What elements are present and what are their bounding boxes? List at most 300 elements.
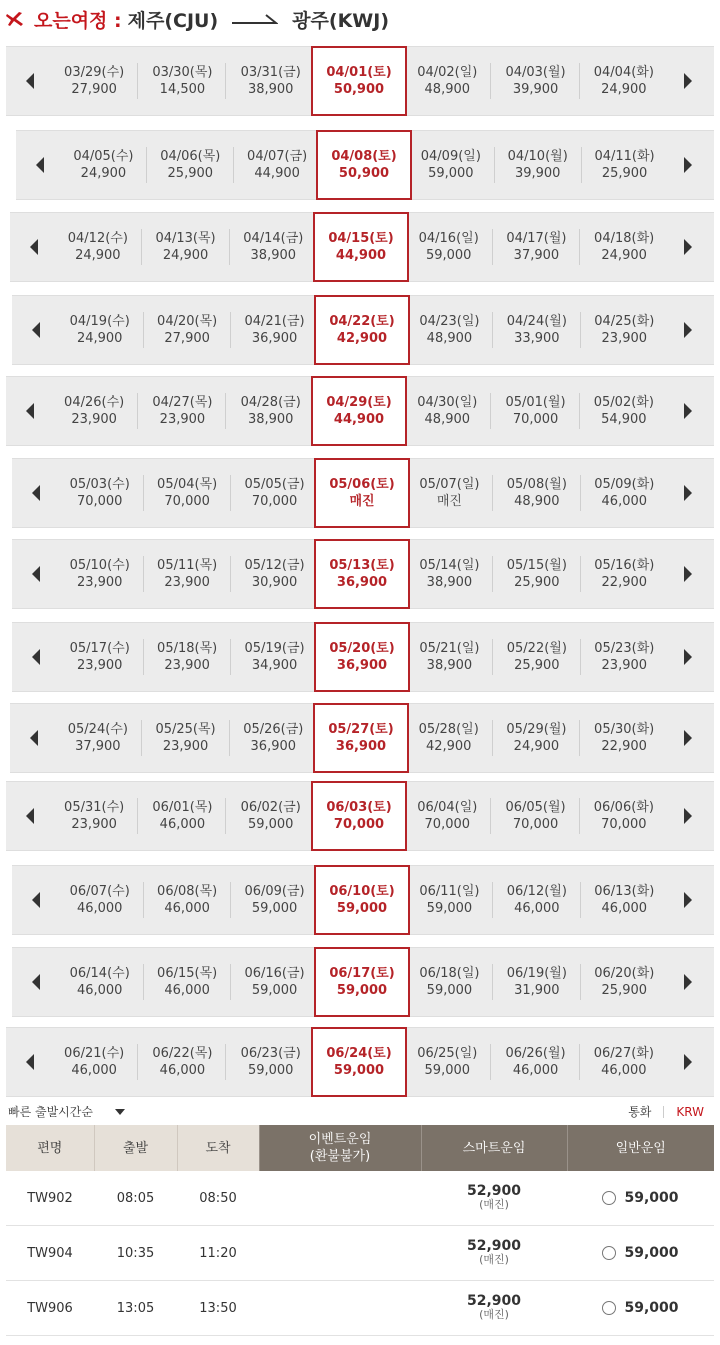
date-price: 39,900 bbox=[512, 82, 559, 97]
date-price: 46,000 bbox=[159, 817, 206, 832]
date-label: 06/19(월) bbox=[506, 966, 567, 981]
selected-date-cell[interactable] bbox=[311, 376, 407, 446]
date-cell[interactable] bbox=[50, 782, 138, 850]
date-price: 46,000 bbox=[76, 983, 123, 998]
date-label: 05/12(금) bbox=[244, 558, 305, 573]
date-cell[interactable] bbox=[56, 948, 144, 1016]
prev-week-arrow-icon[interactable] bbox=[32, 485, 40, 501]
date-cell[interactable] bbox=[229, 213, 317, 281]
date-cell[interactable] bbox=[493, 459, 581, 527]
date-cell[interactable] bbox=[405, 866, 493, 934]
date-label: 05/03(수) bbox=[69, 477, 130, 492]
date-price: 70,000 bbox=[251, 494, 298, 509]
route-arrow-icon bbox=[232, 9, 278, 29]
date-label: 06/22(목) bbox=[152, 1046, 213, 1061]
divider bbox=[663, 1106, 664, 1118]
selected-date-cell[interactable] bbox=[314, 458, 410, 528]
date-cell[interactable] bbox=[138, 782, 226, 850]
date-label: 05/28(일) bbox=[418, 722, 479, 737]
smart-price: 52,900 bbox=[466, 1293, 522, 1309]
next-week-arrow-icon[interactable] bbox=[684, 403, 692, 419]
prev-week-arrow-icon[interactable] bbox=[26, 403, 34, 419]
date-cell[interactable] bbox=[580, 704, 668, 772]
date-price: 59,000 bbox=[428, 166, 474, 181]
selected-date-cell[interactable] bbox=[314, 622, 410, 692]
selected-date-cell[interactable] bbox=[313, 212, 409, 282]
prev-week-arrow-icon[interactable] bbox=[30, 730, 38, 746]
date-label: 06/26(월) bbox=[505, 1046, 566, 1061]
prev-week-arrow-icon[interactable] bbox=[32, 322, 40, 338]
date-cell[interactable] bbox=[143, 540, 231, 608]
date-price: 23,900 bbox=[159, 412, 206, 427]
date-cell[interactable] bbox=[231, 948, 319, 1016]
date-label: 04/27(목) bbox=[152, 395, 213, 410]
date-label: 04/24(월) bbox=[506, 314, 567, 329]
date-cell[interactable] bbox=[231, 459, 319, 527]
next-week-arrow-icon[interactable] bbox=[684, 566, 692, 582]
date-cell[interactable] bbox=[227, 782, 315, 850]
selected-date-cell[interactable] bbox=[311, 46, 407, 116]
fare-radio[interactable] bbox=[602, 1246, 616, 1260]
date-cell[interactable] bbox=[580, 377, 668, 445]
date-cell[interactable] bbox=[580, 866, 668, 934]
date-cell[interactable] bbox=[233, 131, 321, 199]
date-price: 59,000 bbox=[425, 248, 472, 263]
table-row bbox=[6, 1171, 714, 1226]
date-label: 04/15(토) bbox=[328, 231, 394, 246]
date-cell[interactable] bbox=[142, 704, 230, 772]
date-label: 05/16(화) bbox=[594, 558, 655, 573]
date-cell[interactable] bbox=[50, 1028, 138, 1096]
date-cell[interactable] bbox=[229, 704, 317, 772]
date-price: 25,900 bbox=[514, 575, 560, 590]
table-row bbox=[6, 1281, 714, 1336]
date-label: 06/20(화) bbox=[594, 966, 655, 981]
date-label: 04/04(화) bbox=[593, 65, 654, 80]
smart-soldout: (매진) bbox=[479, 1198, 509, 1211]
date-price: 38,900 bbox=[247, 82, 294, 97]
date-label: 05/19(금) bbox=[244, 641, 305, 656]
currency-selector bbox=[628, 1103, 704, 1120]
chevron-down-icon bbox=[115, 1109, 125, 1115]
date-price: 31,900 bbox=[514, 983, 560, 998]
date-cell[interactable] bbox=[138, 1028, 226, 1096]
date-price: 46,000 bbox=[512, 1063, 559, 1078]
prev-week-arrow-icon[interactable] bbox=[26, 808, 34, 824]
table-header-row bbox=[6, 1125, 714, 1171]
date-label: 06/12(월) bbox=[506, 884, 567, 899]
date-price: 37,900 bbox=[75, 739, 121, 754]
date-label: 05/10(수) bbox=[69, 558, 130, 573]
smart-fare bbox=[421, 1171, 567, 1226]
date-cell[interactable] bbox=[146, 131, 234, 199]
date-label: 06/15(목) bbox=[157, 966, 218, 981]
date-label: 06/04(일) bbox=[417, 800, 478, 815]
date-price: 46,000 bbox=[514, 901, 560, 916]
date-price: 59,000 bbox=[333, 1063, 385, 1078]
date-label: 03/30(목) bbox=[152, 65, 213, 80]
date-cell[interactable] bbox=[405, 704, 493, 772]
date-cell[interactable] bbox=[59, 131, 147, 199]
date-price: 27,900 bbox=[164, 331, 210, 346]
fare-radio[interactable] bbox=[602, 1301, 616, 1315]
date-label: 06/25(일) bbox=[417, 1046, 478, 1061]
date-label: 06/02(금) bbox=[240, 800, 301, 815]
date-label: 04/09(일) bbox=[420, 149, 481, 164]
date-cell[interactable] bbox=[405, 459, 493, 527]
date-label: 06/24(토) bbox=[326, 1046, 392, 1061]
col-smart-fare: 스마트운임 bbox=[421, 1125, 567, 1171]
date-label: 04/07(금) bbox=[247, 149, 308, 164]
date-cell[interactable] bbox=[580, 47, 668, 115]
date-cell[interactable] bbox=[493, 623, 581, 691]
date-price: 23,900 bbox=[76, 575, 123, 590]
prev-week-arrow-icon[interactable] bbox=[26, 1054, 34, 1070]
date-cell[interactable] bbox=[580, 213, 668, 281]
week-row bbox=[10, 703, 714, 773]
date-label: 05/27(토) bbox=[328, 722, 394, 737]
date-price: 48,900 bbox=[426, 331, 473, 346]
date-cell[interactable] bbox=[138, 377, 226, 445]
date-cell[interactable] bbox=[231, 296, 319, 364]
date-cell[interactable] bbox=[231, 623, 319, 691]
date-price: 14,500 bbox=[159, 82, 206, 97]
date-price: 44,900 bbox=[254, 166, 300, 181]
date-price: 59,000 bbox=[336, 901, 388, 916]
date-label: 05/06(토) bbox=[329, 477, 395, 492]
date-label: 06/01(목) bbox=[152, 800, 213, 815]
origin-airport: 제주(CJU) bbox=[127, 9, 219, 32]
date-cell[interactable] bbox=[56, 540, 144, 608]
date-label: 04/02(일) bbox=[417, 65, 478, 80]
date-cell[interactable] bbox=[405, 623, 493, 691]
date-price: 36,900 bbox=[335, 739, 387, 754]
date-label: 05/23(화) bbox=[594, 641, 655, 656]
date-cell[interactable] bbox=[492, 213, 580, 281]
date-price: 59,000 bbox=[426, 983, 473, 998]
arrive-time: 13:50 bbox=[177, 1281, 259, 1336]
date-price: 36,900 bbox=[251, 331, 298, 346]
date-label: 03/31(금) bbox=[240, 65, 301, 80]
col-normal-fare: 일반운임 bbox=[567, 1125, 714, 1171]
date-cell[interactable] bbox=[56, 296, 144, 364]
date-label: 05/07(일) bbox=[419, 477, 480, 492]
date-cell[interactable] bbox=[227, 1028, 315, 1096]
selected-date-cell[interactable] bbox=[314, 539, 410, 609]
prev-week-arrow-icon[interactable] bbox=[32, 892, 40, 908]
depart-time: 10:35 bbox=[94, 1226, 177, 1281]
date-label: 05/18(목) bbox=[157, 641, 218, 656]
date-price: 42,900 bbox=[336, 331, 388, 346]
date-cell[interactable] bbox=[405, 296, 493, 364]
date-price: 24,900 bbox=[513, 739, 560, 754]
date-price: 23,900 bbox=[76, 658, 123, 673]
date-price: 48,900 bbox=[514, 494, 560, 509]
depart-time: 08:05 bbox=[94, 1171, 177, 1226]
date-cell[interactable] bbox=[143, 459, 231, 527]
date-cell[interactable] bbox=[54, 704, 142, 772]
date-price: 46,000 bbox=[601, 901, 648, 916]
date-price: 23,900 bbox=[71, 817, 117, 832]
date-price: 59,000 bbox=[247, 817, 294, 832]
date-cell[interactable] bbox=[403, 377, 491, 445]
date-label: 06/14(수) bbox=[69, 966, 130, 981]
week-row bbox=[6, 376, 714, 446]
prev-week-arrow-icon[interactable] bbox=[32, 566, 40, 582]
smart-fare bbox=[421, 1281, 567, 1336]
date-cell[interactable] bbox=[56, 459, 144, 527]
date-label: 04/11(화) bbox=[594, 149, 655, 164]
date-cell[interactable] bbox=[493, 296, 581, 364]
airplane-icon bbox=[4, 8, 26, 30]
date-price: 70,000 bbox=[424, 817, 471, 832]
week-row bbox=[12, 295, 714, 365]
normal-fare[interactable] bbox=[567, 1226, 714, 1281]
date-cell[interactable] bbox=[407, 131, 495, 199]
table-row bbox=[6, 1226, 714, 1281]
date-price: 23,900 bbox=[601, 658, 648, 673]
normal-price: 59,000 bbox=[624, 1190, 679, 1206]
date-cell[interactable] bbox=[231, 866, 319, 934]
next-week-arrow-icon[interactable] bbox=[684, 322, 692, 338]
date-cell[interactable] bbox=[56, 866, 144, 934]
journey-header bbox=[4, 4, 720, 34]
date-cell[interactable] bbox=[50, 47, 138, 115]
date-label: 06/09(금) bbox=[244, 884, 305, 899]
normal-fare[interactable] bbox=[567, 1281, 714, 1336]
date-label: 04/06(목) bbox=[160, 149, 221, 164]
date-cell[interactable] bbox=[492, 47, 580, 115]
currency-value[interactable]: KRW bbox=[676, 1104, 704, 1119]
date-cell[interactable] bbox=[492, 782, 580, 850]
date-cell[interactable] bbox=[142, 213, 230, 281]
smart-price: 52,900 bbox=[466, 1238, 522, 1254]
date-label: 04/10(월) bbox=[507, 149, 568, 164]
journey-label: 오는여정 : bbox=[34, 9, 122, 32]
next-week-arrow-icon[interactable] bbox=[684, 808, 692, 824]
date-label: 06/27(화) bbox=[593, 1046, 654, 1061]
date-label: 04/29(토) bbox=[326, 395, 392, 410]
fare-radio[interactable] bbox=[602, 1191, 616, 1205]
col-event-fare bbox=[259, 1125, 421, 1171]
date-label: 06/13(화) bbox=[594, 884, 655, 899]
date-label: 04/12(수) bbox=[67, 231, 128, 246]
date-cell[interactable] bbox=[403, 782, 491, 850]
date-cell[interactable] bbox=[231, 540, 319, 608]
date-price: 59,000 bbox=[247, 1063, 294, 1078]
date-price: 50,900 bbox=[338, 166, 390, 181]
date-price: 34,900 bbox=[251, 658, 298, 673]
date-price: 42,900 bbox=[425, 739, 472, 754]
date-cell[interactable] bbox=[405, 948, 493, 1016]
date-price: 24,900 bbox=[601, 82, 647, 97]
selected-date-cell[interactable] bbox=[311, 1027, 407, 1097]
date-price: 39,900 bbox=[514, 166, 561, 181]
date-price: 70,000 bbox=[512, 412, 559, 427]
date-label: 04/25(화) bbox=[594, 314, 655, 329]
date-price: 44,900 bbox=[333, 412, 385, 427]
date-price: 70,000 bbox=[76, 494, 123, 509]
date-price: 30,900 bbox=[251, 575, 298, 590]
date-label: 04/22(토) bbox=[329, 314, 395, 329]
date-cell[interactable] bbox=[580, 782, 668, 850]
date-cell[interactable] bbox=[580, 1028, 668, 1096]
date-label: 04/28(금) bbox=[240, 395, 301, 410]
normal-price: 59,000 bbox=[624, 1300, 679, 1316]
date-price: 59,000 bbox=[424, 1063, 471, 1078]
date-label: 04/23(일) bbox=[419, 314, 480, 329]
next-week-arrow-icon[interactable] bbox=[684, 892, 692, 908]
date-label: 04/13(목) bbox=[155, 231, 216, 246]
date-label: 05/21(일) bbox=[419, 641, 480, 656]
next-week-arrow-icon[interactable] bbox=[684, 239, 692, 255]
date-label: 06/05(월) bbox=[505, 800, 566, 815]
date-price: 25,900 bbox=[167, 166, 214, 181]
date-cell[interactable] bbox=[403, 47, 491, 115]
next-week-arrow-icon[interactable] bbox=[684, 649, 692, 665]
selected-date-cell[interactable] bbox=[311, 781, 407, 851]
normal-fare[interactable] bbox=[567, 1171, 714, 1226]
date-label: 06/07(수) bbox=[69, 884, 130, 899]
date-cell[interactable] bbox=[494, 131, 582, 199]
date-cell[interactable] bbox=[227, 377, 315, 445]
date-cell[interactable] bbox=[580, 459, 668, 527]
next-week-arrow-icon[interactable] bbox=[684, 485, 692, 501]
date-cell[interactable] bbox=[492, 377, 580, 445]
date-price: 46,000 bbox=[71, 1063, 117, 1078]
flight-number: TW906 bbox=[6, 1281, 94, 1336]
date-cell[interactable] bbox=[492, 704, 580, 772]
next-week-arrow-icon[interactable] bbox=[684, 1054, 692, 1070]
smart-price: 52,900 bbox=[466, 1183, 522, 1199]
selected-date-cell[interactable] bbox=[314, 865, 410, 935]
date-label: 05/30(화) bbox=[594, 722, 655, 737]
date-label: 05/29(월) bbox=[506, 722, 567, 737]
date-label: 06/18(일) bbox=[419, 966, 480, 981]
date-label: 04/01(토) bbox=[326, 65, 392, 80]
date-label: 04/18(화) bbox=[594, 231, 655, 246]
date-cell[interactable] bbox=[143, 948, 231, 1016]
date-label: 05/17(수) bbox=[69, 641, 130, 656]
destination-airport: 광주(KWJ) bbox=[292, 9, 389, 32]
sort-select[interactable] bbox=[8, 1103, 125, 1120]
date-price: 54,900 bbox=[601, 412, 647, 427]
date-cell[interactable] bbox=[50, 377, 138, 445]
week-row bbox=[10, 212, 714, 282]
date-label: 05/08(월) bbox=[506, 477, 567, 492]
date-cell[interactable] bbox=[492, 1028, 580, 1096]
prev-week-arrow-icon[interactable] bbox=[36, 157, 44, 173]
date-price: 22,900 bbox=[601, 575, 648, 590]
selected-date-cell[interactable] bbox=[316, 130, 412, 200]
date-price: 36,900 bbox=[336, 658, 388, 673]
event-fare bbox=[259, 1171, 421, 1226]
date-price: 59,000 bbox=[426, 901, 473, 916]
date-cell[interactable] bbox=[405, 540, 493, 608]
date-price: 38,900 bbox=[426, 575, 473, 590]
date-cell[interactable] bbox=[405, 213, 493, 281]
date-label: 04/21(금) bbox=[244, 314, 305, 329]
date-cell[interactable] bbox=[227, 47, 315, 115]
date-price: 46,000 bbox=[159, 1063, 206, 1078]
next-week-arrow-icon[interactable] bbox=[684, 157, 692, 173]
date-cell[interactable] bbox=[493, 540, 581, 608]
date-cell[interactable] bbox=[138, 47, 226, 115]
sort-label: 빠른 출발시간순 bbox=[8, 1105, 93, 1119]
date-cell[interactable] bbox=[143, 866, 231, 934]
prev-week-arrow-icon[interactable] bbox=[30, 239, 38, 255]
week-row bbox=[12, 458, 714, 528]
date-label: 05/31(수) bbox=[64, 800, 125, 815]
normal-price: 59,000 bbox=[624, 1245, 679, 1261]
date-label: 05/11(목) bbox=[157, 558, 218, 573]
date-label: 05/02(화) bbox=[593, 395, 654, 410]
prev-week-arrow-icon[interactable] bbox=[32, 649, 40, 665]
date-price: 44,900 bbox=[335, 248, 387, 263]
selected-date-cell[interactable] bbox=[314, 295, 410, 365]
date-label: 04/17(월) bbox=[506, 231, 567, 246]
date-label: 05/14(일) bbox=[419, 558, 480, 573]
flight-table bbox=[6, 1125, 714, 1336]
date-label: 06/08(목) bbox=[157, 884, 218, 899]
date-price: 매진 bbox=[349, 494, 375, 509]
date-price: 48,900 bbox=[424, 412, 471, 427]
date-cell[interactable] bbox=[143, 296, 231, 364]
date-label: 06/21(수) bbox=[64, 1046, 125, 1061]
date-label: 04/20(목) bbox=[157, 314, 218, 329]
depart-time: 13:05 bbox=[94, 1281, 177, 1336]
next-week-arrow-icon[interactable] bbox=[684, 73, 692, 89]
date-price: 23,900 bbox=[162, 739, 209, 754]
date-cell[interactable] bbox=[581, 131, 669, 199]
date-cell[interactable] bbox=[403, 1028, 491, 1096]
date-label: 04/19(수) bbox=[69, 314, 130, 329]
prev-week-arrow-icon[interactable] bbox=[32, 974, 40, 990]
next-week-arrow-icon[interactable] bbox=[684, 730, 692, 746]
date-cell[interactable] bbox=[493, 948, 581, 1016]
prev-week-arrow-icon[interactable] bbox=[26, 73, 34, 89]
flight-number: TW902 bbox=[6, 1171, 94, 1226]
date-price: 매진 bbox=[436, 494, 462, 509]
date-label: 05/15(월) bbox=[506, 558, 567, 573]
date-cell[interactable] bbox=[143, 623, 231, 691]
week-row bbox=[12, 539, 714, 609]
date-label: 06/23(금) bbox=[240, 1046, 301, 1061]
date-cell[interactable] bbox=[580, 623, 668, 691]
date-cell[interactable] bbox=[56, 623, 144, 691]
event-fare bbox=[259, 1281, 421, 1336]
date-cell[interactable] bbox=[54, 213, 142, 281]
date-label: 06/11(일) bbox=[419, 884, 480, 899]
date-cell[interactable] bbox=[580, 948, 668, 1016]
arrive-time: 11:20 bbox=[177, 1226, 259, 1281]
date-cell[interactable] bbox=[580, 296, 668, 364]
date-label: 04/26(수) bbox=[64, 395, 125, 410]
date-cell[interactable] bbox=[580, 540, 668, 608]
date-label: 05/22(월) bbox=[506, 641, 567, 656]
next-week-arrow-icon[interactable] bbox=[684, 974, 692, 990]
selected-date-cell[interactable] bbox=[313, 703, 409, 773]
date-cell[interactable] bbox=[493, 866, 581, 934]
date-price: 36,900 bbox=[336, 575, 388, 590]
date-price: 24,900 bbox=[75, 248, 121, 263]
selected-date-cell[interactable] bbox=[314, 947, 410, 1017]
week-row bbox=[12, 947, 714, 1017]
date-price: 24,900 bbox=[601, 248, 647, 263]
week-row bbox=[12, 622, 714, 692]
date-label: 04/14(금) bbox=[243, 231, 304, 246]
date-label: 05/05(금) bbox=[244, 477, 305, 492]
